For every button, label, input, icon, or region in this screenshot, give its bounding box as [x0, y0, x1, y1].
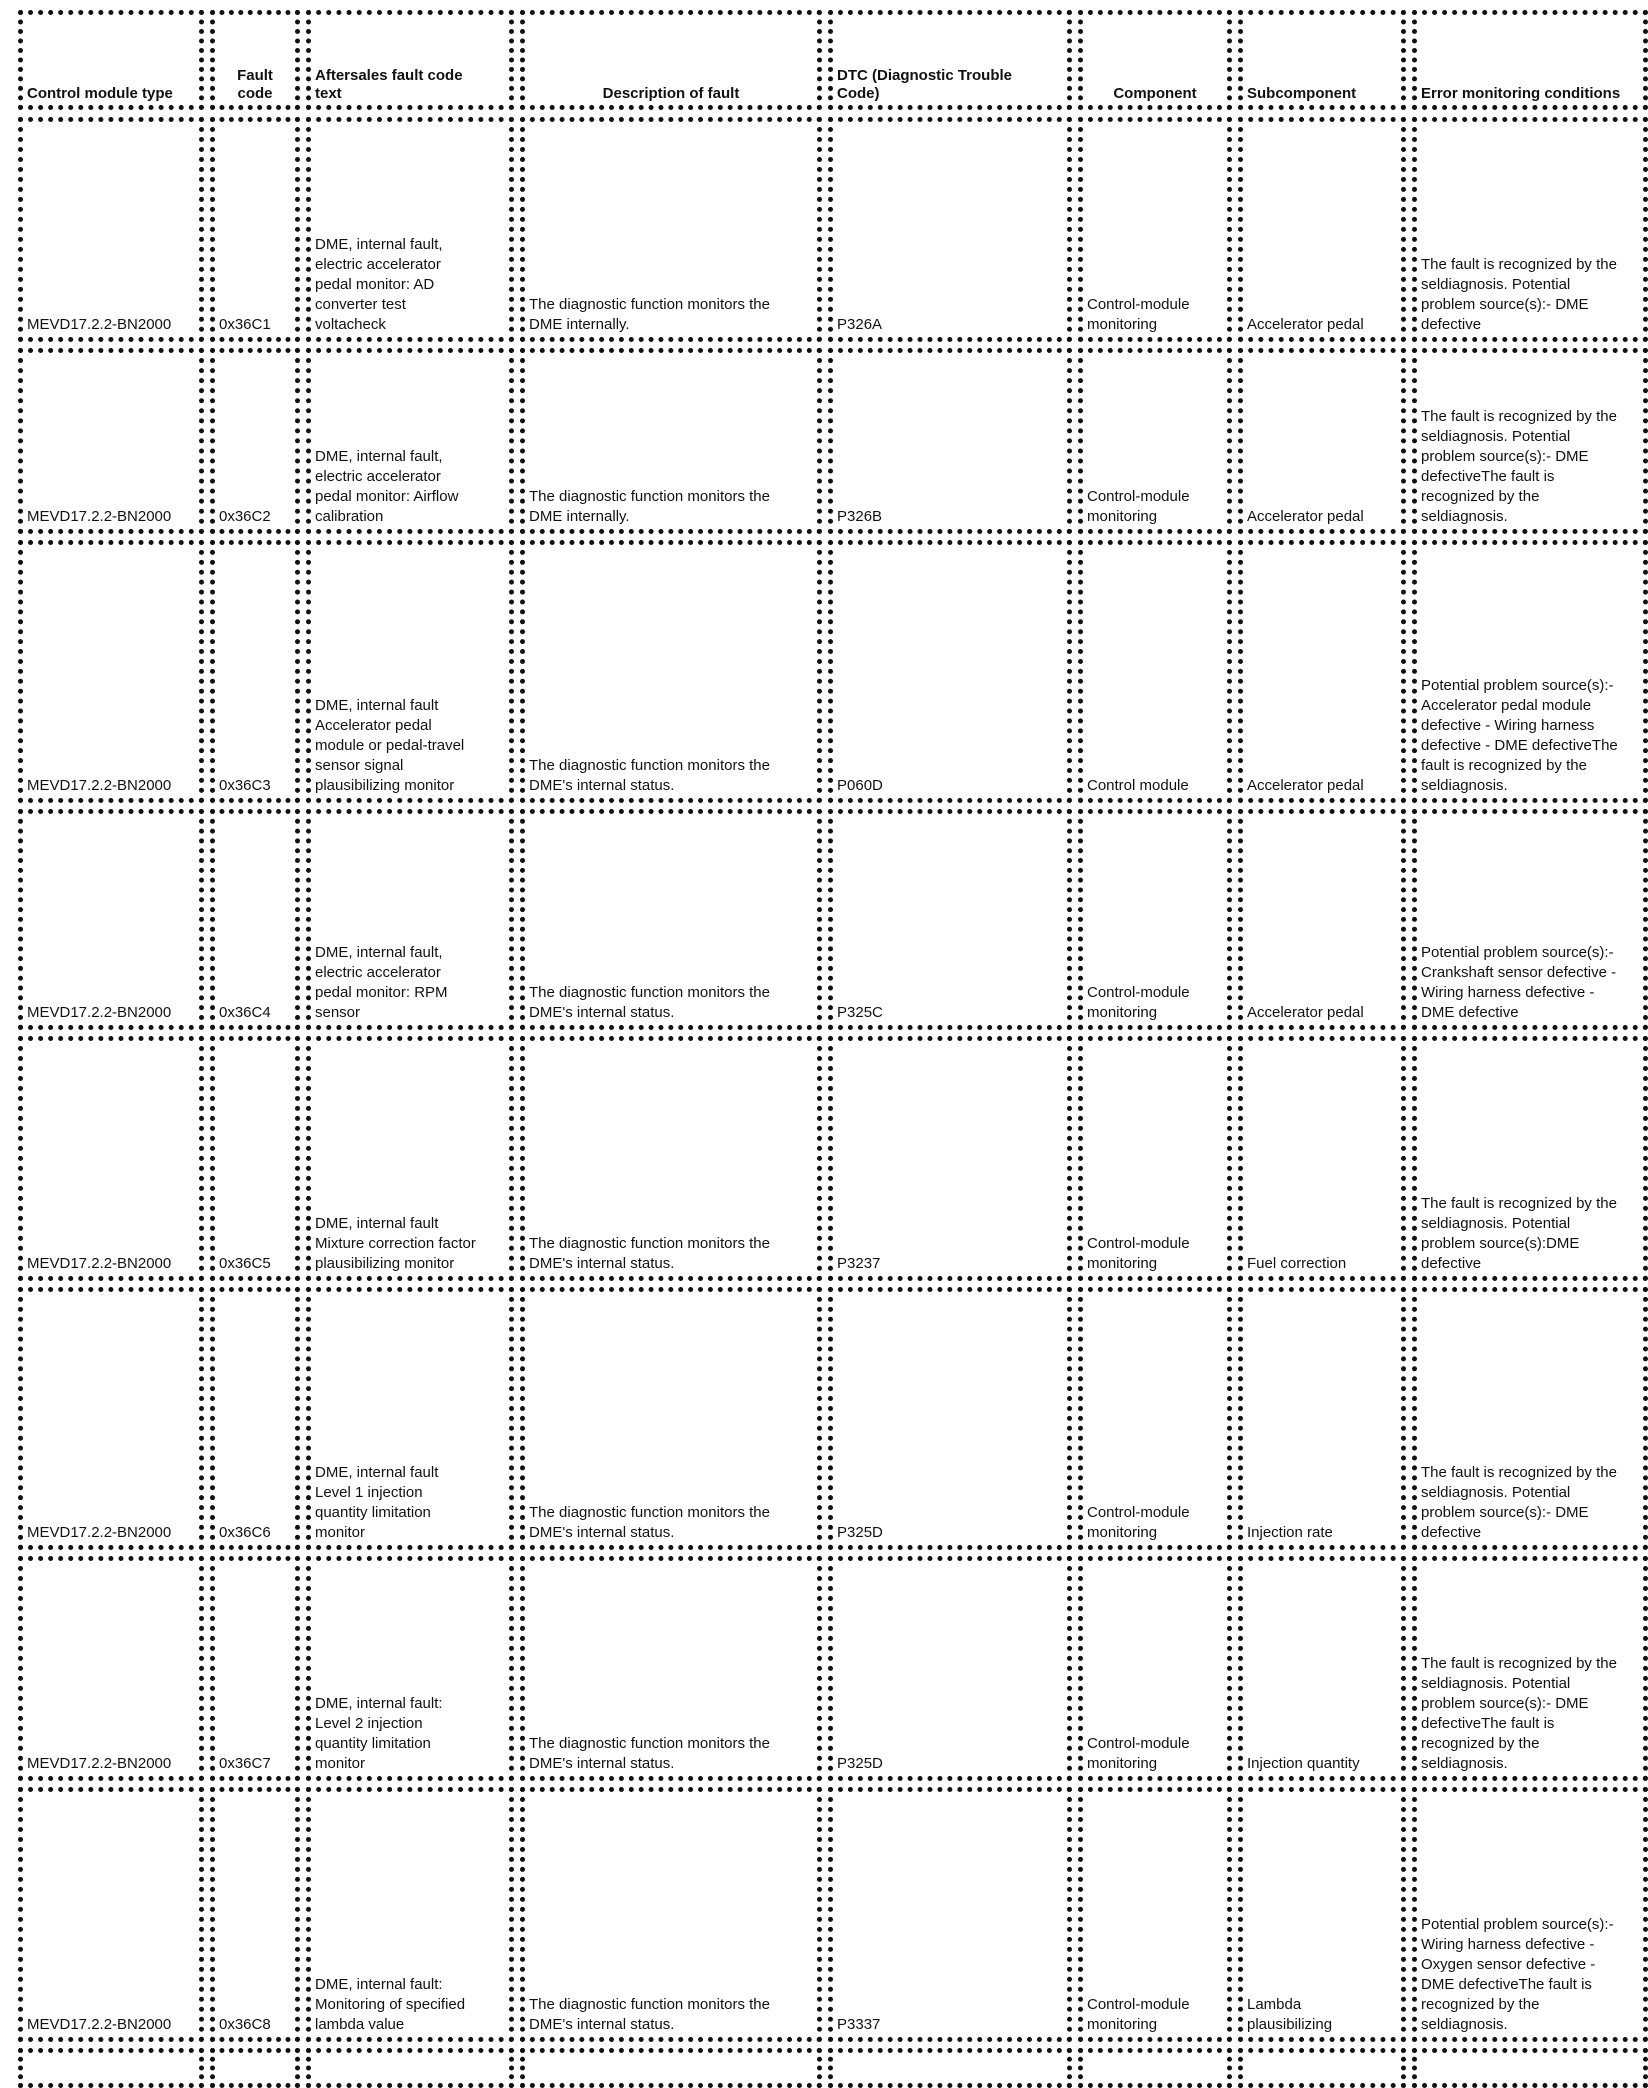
- table-cell-subcomponent-text: Injection rate: [1247, 1524, 1333, 1541]
- table-cell-fault-code: [210, 540, 300, 803]
- table-cell-aftersales-text: [306, 1036, 514, 1281]
- table-cell-control-module-type-text: MEVD17.2.2-BN2000: [27, 1755, 172, 1772]
- table-cell-aftersales-text: [306, 540, 514, 803]
- table-cell-monitoring-conditions: [1412, 1787, 1648, 2042]
- table-cell-aftersales-text-text: DME, internal fault: Monitoring of specified lambda value: [315, 1976, 466, 2033]
- table-cell-fault-code-text: 0x36C6: [219, 1524, 271, 1541]
- table-cell-subcomponent-text: Accelerator pedal: [1247, 316, 1364, 333]
- table-cell-control-module-type-text: MEVD17.2.2-BN2000: [27, 508, 172, 525]
- table-cell-subcomponent: [1238, 809, 1406, 1030]
- table-cell-description-text: The diagnostic function monitors the DME internally.: [529, 296, 770, 333]
- header-fault-code-text: Fault code: [237, 67, 273, 102]
- table-cell-description: [520, 1787, 822, 2042]
- header-aftersales-text: [306, 10, 514, 110]
- table-cell-description: [520, 348, 822, 534]
- table-cell-fault-code: [210, 1287, 300, 1550]
- table-cell-empty-dtc: [828, 2048, 1072, 2088]
- table-cell-dtc-text: P060D: [837, 777, 883, 794]
- table-cell-dtc: [828, 809, 1072, 1030]
- table-cell-subcomponent: [1238, 1556, 1406, 1781]
- table-cell-component: [1078, 1287, 1232, 1550]
- table-cell-control-module-type: [18, 1287, 204, 1550]
- table-cell-description-text: The diagnostic function monitors the DME's internal status.: [529, 1735, 770, 1772]
- table-cell-empty-description: [520, 2048, 822, 2088]
- table-cell-subcomponent-text: Accelerator pedal: [1247, 508, 1364, 525]
- table-cell-control-module-type-text: MEVD17.2.2-BN2000: [27, 1524, 172, 1541]
- table-cell-fault-code-text: 0x36C5: [219, 1255, 271, 1272]
- table-cell-fault-code: [210, 117, 300, 342]
- table-cell-aftersales-text-text: DME, internal fault, electric accelerator pedal monitor: Airflow calibration: [315, 448, 459, 525]
- table-cell-subcomponent: [1238, 1787, 1406, 2042]
- fault-code-table: [18, 10, 1648, 2050]
- table-cell-dtc: [828, 1287, 1072, 1550]
- header-monitoring-conditions-text: Error monitoring conditions: [1421, 85, 1621, 102]
- table-cell-control-module-type-text: MEVD17.2.2-BN2000: [27, 1004, 172, 1021]
- table-cell-component: [1078, 348, 1232, 534]
- table-cell-subcomponent: [1238, 1036, 1406, 1281]
- table-cell-subcomponent-text: Lambda plausibilizing: [1247, 1996, 1333, 2033]
- table-cell-aftersales-text-text: DME, internal fault Level 1 injection quantity limitation monitor: [315, 1464, 439, 1541]
- table-cell-component-text: Control-module monitoring: [1087, 984, 1190, 1021]
- header-fault-code: [210, 10, 300, 110]
- table-cell-monitoring-conditions-text: Potential problem source(s):- Wiring harness defective - Oxygen sensor defective - DME defectiveThe fault is recognized by the seldiagnosis.: [1421, 1916, 1614, 2033]
- table-cell-fault-code-text: 0x36C4: [219, 1004, 271, 1021]
- table-cell-component-text: Control-module monitoring: [1087, 296, 1190, 333]
- table-cell-aftersales-text: [306, 1287, 514, 1550]
- table-cell-control-module-type: [18, 809, 204, 1030]
- table-cell-description: [520, 809, 822, 1030]
- table-cell-dtc: [828, 1787, 1072, 2042]
- header-description-text: Description of fault: [602, 85, 740, 102]
- table-cell-description: [520, 540, 822, 803]
- header-aftersales-text-text: Aftersales fault code text: [315, 67, 463, 102]
- header-control-module-type-text: Control module type: [27, 85, 173, 102]
- table-cell-dtc-text: P325C: [837, 1004, 883, 1021]
- table-cell-aftersales-text: [306, 1556, 514, 1781]
- table-cell-subcomponent: [1238, 117, 1406, 342]
- table-cell-monitoring-conditions: [1412, 1556, 1648, 1781]
- table-cell-control-module-type-text: MEVD17.2.2-BN2000: [27, 777, 172, 794]
- table-cell-aftersales-text-text: DME, internal fault: Level 2 injection quantity limitation monitor: [315, 1695, 443, 1772]
- table-cell-dtc: [828, 117, 1072, 342]
- table-cell-fault-code-text: 0x36C8: [219, 2016, 271, 2033]
- table-cell-monitoring-conditions: [1412, 540, 1648, 803]
- table-cell-aftersales-text-text: DME, internal fault, electric accelerator pedal monitor: RPM sensor: [315, 944, 448, 1021]
- header-subcomponent-text: Subcomponent: [1247, 85, 1357, 102]
- table-cell-subcomponent-text: Injection quantity: [1247, 1755, 1360, 1772]
- header-subcomponent: [1238, 10, 1406, 110]
- table-cell-dtc: [828, 540, 1072, 803]
- table-cell-monitoring-conditions-text: Potential problem source(s):- Accelerator pedal module defective - Wiring harness defective - DME defectiveThe fault is recognized by the seldiagnosis.: [1421, 677, 1618, 794]
- table-cell-component-text: Control-module monitoring: [1087, 1996, 1190, 2033]
- table-cell-component: [1078, 540, 1232, 803]
- table-cell-control-module-type-text: MEVD17.2.2-BN2000: [27, 1255, 172, 1272]
- table-cell-dtc: [828, 1556, 1072, 1781]
- table-cell-component-text: Control-module monitoring: [1087, 1735, 1190, 1772]
- table-cell-monitoring-conditions-text: The fault is recognized by the seldiagnosis. Potential problem source(s):- DME defective: [1421, 1464, 1617, 1541]
- table-cell-monitoring-conditions-text: The fault is recognized by the seldiagnosis. Potential problem source(s):- DME defectiveThe fault is recognized by the seldiagnosis.: [1421, 408, 1617, 525]
- table-cell-description-text: The diagnostic function monitors the DME's internal status.: [529, 1996, 770, 2033]
- table-cell-description: [520, 1036, 822, 1281]
- table-cell-monitoring-conditions: [1412, 1287, 1648, 1550]
- table-cell-fault-code: [210, 809, 300, 1030]
- table-cell-subcomponent: [1238, 348, 1406, 534]
- table-cell-aftersales-text: [306, 117, 514, 342]
- table-cell-subcomponent-text: Accelerator pedal: [1247, 1004, 1364, 1021]
- table-cell-empty-monitoring-conditions: [1412, 2048, 1648, 2088]
- header-description: [520, 10, 822, 110]
- table-cell-dtc-text: P325D: [837, 1755, 883, 1772]
- table-cell-control-module-type: [18, 1036, 204, 1281]
- table-cell-description: [520, 117, 822, 342]
- table-cell-control-module-type: [18, 348, 204, 534]
- table-cell-component: [1078, 1036, 1232, 1281]
- table-cell-fault-code-text: 0x36C3: [219, 777, 271, 794]
- table-cell-empty-subcomponent: [1238, 2048, 1406, 2088]
- table-cell-fault-code-text: 0x36C7: [219, 1755, 271, 1772]
- table-cell-aftersales-text: [306, 1787, 514, 2042]
- header-component-text: Component: [1113, 85, 1197, 102]
- table-cell-monitoring-conditions: [1412, 117, 1648, 342]
- table-cell-control-module-type-text: MEVD17.2.2-BN2000: [27, 316, 172, 333]
- table-cell-control-module-type: [18, 117, 204, 342]
- table-cell-description: [520, 1556, 822, 1781]
- table-cell-aftersales-text-text: DME, internal fault, electric accelerator pedal monitor: AD converter test voltacheck: [315, 236, 443, 333]
- table-cell-control-module-type: [18, 1556, 204, 1781]
- table-cell-fault-code: [210, 1036, 300, 1281]
- table-cell-aftersales-text-text: DME, internal fault Mixture correction factor plausibilizing monitor: [315, 1215, 476, 1272]
- table-cell-fault-code-text: 0x36C1: [219, 316, 271, 333]
- table-cell-subcomponent: [1238, 1287, 1406, 1550]
- table-cell-aftersales-text-text: DME, internal fault Accelerator pedal module or pedal-travel sensor signal plausibilizing monitor: [315, 697, 465, 794]
- header-component: [1078, 10, 1232, 110]
- table-cell-subcomponent-text: Fuel correction: [1247, 1255, 1347, 1272]
- table-cell-empty-component: [1078, 2048, 1232, 2088]
- table-cell-dtc-text: P326A: [837, 316, 883, 333]
- table-cell-monitoring-conditions-text: The fault is recognized by the seldiagnosis. Potential problem source(s):DME defective: [1421, 1195, 1617, 1272]
- table-cell-monitoring-conditions: [1412, 809, 1648, 1030]
- table-cell-dtc-text: P325D: [837, 1524, 883, 1541]
- table-cell-aftersales-text: [306, 809, 514, 1030]
- header-dtc-text: DTC (Diagnostic Trouble Code): [837, 67, 1013, 102]
- table-cell-monitoring-conditions: [1412, 348, 1648, 534]
- table-cell-description-text: The diagnostic function monitors the DME's internal status.: [529, 1235, 770, 1272]
- table-cell-fault-code: [210, 1787, 300, 2042]
- table-cell-dtc-text: P3237: [837, 1255, 881, 1272]
- table-cell-fault-code: [210, 348, 300, 534]
- table-cell-description-text: The diagnostic function monitors the DME's internal status.: [529, 757, 770, 794]
- table-cell-description-text: The diagnostic function monitors the DME's internal status.: [529, 984, 770, 1021]
- table-cell-monitoring-conditions-text: Potential problem source(s):- Crankshaft sensor defective - Wiring harness defective - DME defective: [1421, 944, 1617, 1021]
- header-control-module-type: [18, 10, 204, 110]
- table-cell-component-text: Control-module monitoring: [1087, 1235, 1190, 1272]
- table-cell-monitoring-conditions-text: The fault is recognized by the seldiagnosis. Potential problem source(s):- DME defectiveThe fault is recognized by the seldiagnosis.: [1421, 1655, 1617, 1772]
- table-cell-component: [1078, 117, 1232, 342]
- table-cell-dtc: [828, 1036, 1072, 1281]
- table-cell-description-text: The diagnostic function monitors the DME internally.: [529, 488, 770, 525]
- table-cell-dtc-text: P3337: [837, 2016, 881, 2033]
- table-cell-monitoring-conditions: [1412, 1036, 1648, 1281]
- table-cell-monitoring-conditions-text: The fault is recognized by the seldiagnosis. Potential problem source(s):- DME defective: [1421, 256, 1617, 333]
- table-cell-empty-control-module-type: [18, 2048, 204, 2088]
- table-cell-empty-aftersales-text: [306, 2048, 514, 2088]
- table-cell-fault-code-text: 0x36C2: [219, 508, 271, 525]
- table-cell-control-module-type: [18, 540, 204, 803]
- table-cell-aftersales-text: [306, 348, 514, 534]
- table-cell-component-text: Control-module monitoring: [1087, 1504, 1190, 1541]
- table-cell-control-module-type-text: MEVD17.2.2-BN2000: [27, 2016, 172, 2033]
- header-monitoring-conditions: [1412, 10, 1648, 110]
- table-cell-component-text: Control-module monitoring: [1087, 488, 1190, 525]
- table-cell-description-text: The diagnostic function monitors the DME's internal status.: [529, 1504, 770, 1541]
- table-cell-subcomponent-text: Accelerator pedal: [1247, 777, 1364, 794]
- table-cell-fault-code: [210, 1556, 300, 1781]
- table-cell-component: [1078, 1787, 1232, 2042]
- table-cell-control-module-type: [18, 1787, 204, 2042]
- table-cell-dtc-text: P326B: [837, 508, 883, 525]
- table-cell-component: [1078, 809, 1232, 1030]
- table-cell-empty-fault-code: [210, 2048, 300, 2088]
- table-cell-dtc: [828, 348, 1072, 534]
- table-cell-subcomponent: [1238, 540, 1406, 803]
- header-dtc: [828, 10, 1072, 110]
- table-cell-description: [520, 1287, 822, 1550]
- table-cell-component-text: Control module: [1087, 777, 1189, 794]
- table-cell-component: [1078, 1556, 1232, 1781]
